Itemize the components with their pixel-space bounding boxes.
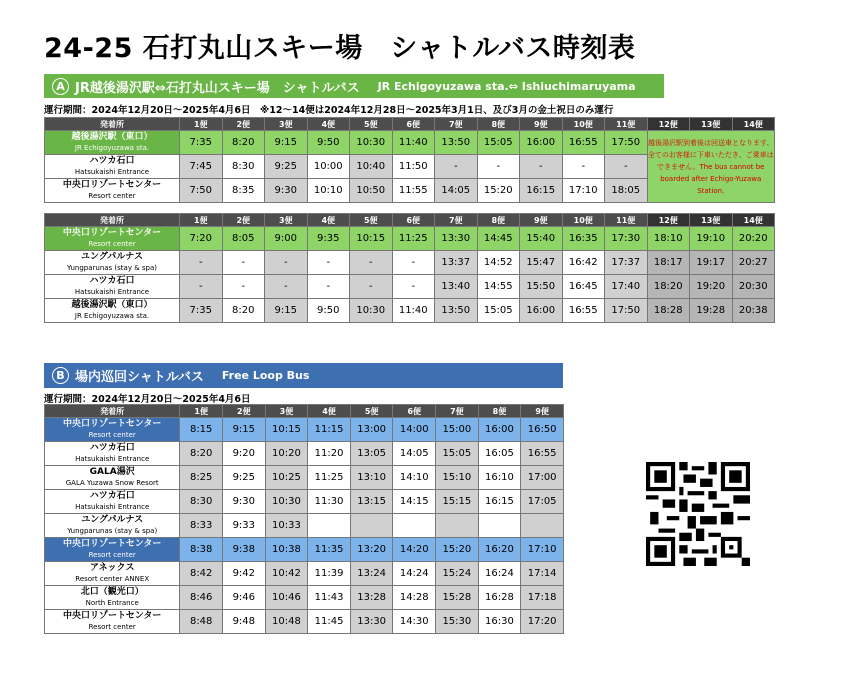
departure-time: 15:20 [436,538,479,562]
column-header-run: 6便 [392,118,435,131]
stop-name-en: Hatsukaishi Entrance [74,167,150,176]
column-header-run: 10便 [562,118,605,131]
departure-time: 16:05 [478,442,521,466]
stop-name-en: Resort center [88,550,136,559]
departure-time: 13:15 [350,490,393,514]
departure-time: 13:00 [350,418,393,442]
departure-time: 15:28 [436,586,479,610]
departure-time: 9:00 [265,227,308,251]
departure-time: 16:55 [562,299,605,323]
column-header-run: 10便 [562,214,605,227]
departure-time: 13:37 [435,251,478,275]
table-row [45,538,564,562]
column-header-stop: 発着所 [45,405,180,418]
table-row [45,586,564,610]
departure-time [308,514,351,538]
stop-name [45,610,180,634]
departure-time: 10:00 [307,155,350,179]
departure-time: 10:15 [265,418,308,442]
departure-time [436,514,479,538]
departure-time: 8:05 [222,227,265,251]
departure-time: 15:40 [520,227,563,251]
departure-time: - [435,155,478,179]
stop-name [45,466,180,490]
column-header-run: 5便 [350,118,393,131]
departure-time: 14:45 [477,227,520,251]
column-header-run: 8便 [478,405,521,418]
column-header-run: 7便 [435,214,478,227]
departure-time: - [350,251,393,275]
departure-time: - [562,155,605,179]
table-row [45,299,775,323]
departure-time: 17:00 [521,466,564,490]
departure-time: 11:15 [308,418,351,442]
departure-time: 15:30 [436,610,479,634]
column-header-run: 7便 [436,405,479,418]
departure-time: 18:20 [647,275,690,299]
stop-name [45,299,180,323]
departure-time: 17:05 [521,490,564,514]
column-header-run: 2便 [222,214,265,227]
departure-time: 15:50 [520,275,563,299]
departure-time: 9:46 [223,586,266,610]
departure-time [393,514,436,538]
stop-name-jp: 中央口リゾートセンター [62,179,162,190]
stop-name-jp: ハツカ石口 [89,490,135,501]
departure-time: 19:28 [690,299,733,323]
departure-time: 15:05 [477,299,520,323]
column-header-run: 8便 [477,118,520,131]
column-header-run: 3便 [265,118,308,131]
departure-time: - [605,155,648,179]
column-header-run: 3便 [265,214,308,227]
stop-name [45,490,180,514]
column-header-run: 7便 [435,118,478,131]
departure-time: 17:50 [605,131,648,155]
departure-time: 10:25 [265,466,308,490]
column-header-run: 6便 [392,214,435,227]
departure-time: 10:15 [350,227,393,251]
departure-time: 11:20 [308,442,351,466]
departure-time: 16:10 [478,466,521,490]
departure-time: 10:30 [265,490,308,514]
stop-name-jp: GALA湯沢 [89,466,135,477]
departure-time: 8:46 [180,586,223,610]
departure-time: 11:40 [392,299,435,323]
table-row [45,131,775,155]
departure-time: 13:24 [350,562,393,586]
departure-time: 8:33 [180,514,223,538]
departure-time: 9:42 [223,562,266,586]
stop-name-en: JR Echigoyuzawa sta. [74,143,150,152]
departure-time: 14:10 [393,466,436,490]
stop-name-en: Resort center [88,430,136,439]
departure-time: 20:38 [732,299,775,323]
departure-time: 8:38 [180,538,223,562]
departure-time: 17:50 [605,299,648,323]
stop-name-en: Hatsukaishi Entrance [74,287,150,296]
departure-time: 9:38 [223,538,266,562]
stop-name-en: Resort center [88,191,136,200]
departure-time: 13:30 [435,227,478,251]
departure-time: 8:25 [180,466,223,490]
departure-time: 11:35 [308,538,351,562]
stop-name [45,251,180,275]
departure-time: 8:20 [222,299,265,323]
departure-time: 15:24 [436,562,479,586]
departure-time: 20:20 [732,227,775,251]
section-a-banner [44,74,664,98]
stop-name [45,514,180,538]
departure-time: 17:37 [605,251,648,275]
departure-time: 8:15 [180,418,223,442]
departure-time: 13:05 [350,442,393,466]
departure-time: 13:30 [350,610,393,634]
column-header-run: 14便 [732,214,775,227]
stop-name [45,179,180,203]
column-header-run: 13便 [690,118,733,131]
departure-time: - [520,155,563,179]
departure-time: 16:50 [521,418,564,442]
departure-time: 10:46 [265,586,308,610]
stop-name [45,418,180,442]
departure-time: 7:35 [180,299,223,323]
column-header-run: 5便 [350,214,393,227]
departure-time: 10:20 [265,442,308,466]
departure-time: 9:30 [265,179,308,203]
departure-time: 9:25 [223,466,266,490]
stop-name [45,538,180,562]
departure-time: 9:30 [223,490,266,514]
departure-time: 11:45 [308,610,351,634]
stop-name-jp: 越後湯沢駅（東口） [71,299,153,310]
departure-time: 13:50 [435,299,478,323]
departure-time: 11:50 [392,155,435,179]
section-b-period: 運行期間：2024年12月20日～2025年4月6日 [44,394,251,405]
departure-time: 16:42 [562,251,605,275]
departure-time: - [392,275,435,299]
departure-time: 19:20 [690,275,733,299]
stop-name-en: Yungparunas (stay & spa) [67,526,158,535]
departure-time: 16:00 [478,418,521,442]
departure-time: 16:35 [562,227,605,251]
section-a-badge: A [52,78,69,95]
departure-time: - [307,251,350,275]
section-b-heading-en: Free Loop Bus [221,369,310,382]
departure-time: 8:48 [180,610,223,634]
departure-time: 11:25 [392,227,435,251]
departure-time: 20:27 [732,251,775,275]
departure-time: 16:30 [478,610,521,634]
stop-name-jp: 中央口リゾートセンター [63,418,162,429]
departure-time: 13:40 [435,275,478,299]
column-header-run: 9便 [521,405,564,418]
section-a-heading: JR越後湯沢駅⇔石打丸山スキー場 シャトルバス [75,80,360,96]
stop-name [45,442,180,466]
departure-time: 16:24 [478,562,521,586]
timetable-a-inbound [44,213,775,323]
departure-time: 13:20 [350,538,393,562]
stop-name-jp: ユングパルナス [81,514,144,525]
section-a-heading-en: JR Echigoyuzawa sta.⇔ Ishiuchimaruyama [377,79,636,93]
departure-time: 14:55 [477,275,520,299]
departure-time: 9:33 [223,514,266,538]
departure-time: 20:30 [732,275,775,299]
departure-time: 18:28 [647,299,690,323]
table-row [45,466,564,490]
departure-time: 16:28 [478,586,521,610]
stop-name-jp: 越後湯沢駅（東口） [71,131,153,142]
departure-time: 17:10 [562,179,605,203]
departure-time: 9:15 [265,131,308,155]
departure-time [521,514,564,538]
stop-name-en: Resort center ANNEX [75,574,150,583]
column-header-stop: 発着所 [45,214,180,227]
departure-time: 10:30 [350,299,393,323]
departure-time: 17:10 [521,538,564,562]
stop-name [45,562,180,586]
departure-time: 8:20 [222,131,265,155]
departure-time: 17:20 [521,610,564,634]
stop-name-jp: 中央口リゾートセンター [62,227,162,238]
departure-time: 7:20 [180,227,223,251]
departure-time: 14:52 [477,251,520,275]
column-header-run: 11便 [605,118,648,131]
column-header-run: 1便 [180,118,223,131]
departure-time: - [392,251,435,275]
departure-time: 19:17 [690,251,733,275]
departure-time: 10:42 [265,562,308,586]
stop-name-jp: 北口（観光口） [80,586,144,597]
departure-time: 9:25 [265,155,308,179]
departure-time: 9:35 [307,227,350,251]
departure-time: 16:00 [520,131,563,155]
departure-time: 14:20 [393,538,436,562]
departure-time: 15:05 [436,442,479,466]
departure-time: 9:15 [265,299,308,323]
departure-time: 15:10 [436,466,479,490]
departure-time: 10:40 [350,155,393,179]
departure-time: 14:30 [393,610,436,634]
stop-name-en: Resort center [88,239,136,248]
stop-name-jp: ハツカ石口 [89,155,135,166]
column-header-run: 2便 [222,118,265,131]
departure-time: 15:15 [436,490,479,514]
section-b-heading: 場内巡回シャトルバス [75,370,204,385]
departure-time: 15:20 [477,179,520,203]
departure-time: 13:28 [350,586,393,610]
column-header-run: 12便 [647,214,690,227]
departure-time: 11:25 [308,466,351,490]
column-header-run: 3便 [265,405,308,418]
stop-name-jp: 中央口リゾートセンター [63,538,162,549]
page-title: 24-25 石打丸山スキー場 シャトルバス時刻表 [44,33,636,64]
qr-code-icon[interactable] [646,462,750,566]
stop-name-jp: ユングパルナス [81,251,143,262]
table-row [45,442,564,466]
column-header-run: 2便 [223,405,266,418]
departure-time: 14:28 [393,586,436,610]
departure-time: 13:50 [435,131,478,155]
departure-time: 7:45 [180,155,223,179]
departure-time: 9:50 [307,299,350,323]
departure-time: 16:20 [478,538,521,562]
column-header-run: 4便 [307,214,350,227]
column-header-run: 9便 [520,214,563,227]
departure-time: 19:10 [690,227,733,251]
departure-time: - [477,155,520,179]
table-row [45,514,564,538]
departure-time: 13:10 [350,466,393,490]
stop-name [45,586,180,610]
departure-time: - [180,275,223,299]
departure-time: 10:30 [350,131,393,155]
departure-time: 9:20 [223,442,266,466]
table-row [45,227,775,251]
departure-time: 9:50 [307,131,350,155]
table-row [45,610,564,634]
departure-time: 8:35 [222,179,265,203]
stop-name-en: Hatsukaishi Entrance [75,454,150,463]
departure-time: 18:17 [647,251,690,275]
departure-time: 14:05 [435,179,478,203]
stop-name-en: Resort center [88,622,136,631]
column-header-stop: 発着所 [45,118,180,131]
stop-name-en: Hatsukaishi Entrance [75,502,150,511]
departure-time: - [265,275,308,299]
stop-name-jp: 中央口リゾートセンター [63,610,162,621]
departure-time: 15:00 [436,418,479,442]
section-b-banner [44,363,563,388]
departure-time: 11:40 [392,131,435,155]
timetable-a-outbound [44,117,775,203]
departure-time: 8:20 [180,442,223,466]
departure-time: - [350,275,393,299]
departure-time: 16:55 [562,131,605,155]
column-header-run: 1便 [180,214,223,227]
departure-time [478,514,521,538]
departure-time: 18:10 [647,227,690,251]
departure-time: 11:43 [308,586,351,610]
departure-time: 8:30 [222,155,265,179]
departure-time: 15:05 [477,131,520,155]
stop-name-en: North Entrance [85,598,139,607]
section-a-period: 運行期間：2024年12月20日～2025年4月6日 ※12～14便は2024年12月28日～2025年3月1日、及び3月の金土祝日のみ運行 [44,105,614,116]
departure-time: 9:48 [223,610,266,634]
departure-time: 16:45 [562,275,605,299]
column-header-run: 4便 [308,405,351,418]
departure-time: 16:55 [521,442,564,466]
stop-name [45,275,180,299]
departure-time: 14:15 [393,490,436,514]
stop-name-jp: ハツカ石口 [89,442,135,453]
departure-time: 10:10 [307,179,350,203]
stop-name-en: Yungparunas (stay & spa) [66,263,157,272]
column-header-run: 8便 [477,214,520,227]
column-header-run: 9便 [520,118,563,131]
column-header-run: 11便 [605,214,648,227]
stop-name [45,131,180,155]
departure-time: - [307,275,350,299]
departure-time: 10:48 [265,610,308,634]
column-header-run: 6便 [393,405,436,418]
departure-time: 7:35 [180,131,223,155]
departure-time: 16:15 [520,179,563,203]
notice-text: 越後湯沢駅到着後は回送車となります、全てのお客様に下車いただき、ご乗車はできません。The bus cannot be boarded after Echigo-Yuzawa Station. [647,131,775,203]
departure-time: 16:00 [520,299,563,323]
departure-time: - [265,251,308,275]
departure-time: 17:14 [521,562,564,586]
departure-time: 17:18 [521,586,564,610]
column-header-run: 13便 [690,214,733,227]
table-row [45,275,775,299]
departure-time: 11:30 [308,490,351,514]
departure-time: - [180,251,223,275]
stop-name [45,227,180,251]
column-header-run: 12便 [647,118,690,131]
table-row [45,418,564,442]
departure-time: 8:30 [180,490,223,514]
stop-name-jp: ハツカ石口 [89,275,135,286]
departure-time: 7:50 [180,179,223,203]
departure-time: 14:00 [393,418,436,442]
stop-name [45,155,180,179]
departure-time: - [222,275,265,299]
departure-time: 11:55 [392,179,435,203]
stop-name-en: JR Echigoyuzawa sta. [74,311,150,320]
departure-time: 16:15 [478,490,521,514]
table-row [45,562,564,586]
departure-time: 18:05 [605,179,648,203]
timetable-b-loop [44,404,564,634]
departure-time: 10:50 [350,179,393,203]
departure-time: 17:40 [605,275,648,299]
departure-time [350,514,393,538]
departure-time: 15:47 [520,251,563,275]
section-b-badge: B [52,367,69,384]
stop-name-en: GALA Yuzawa Snow Resort [65,478,159,487]
departure-time: - [222,251,265,275]
column-header-run: 1便 [180,405,223,418]
departure-time: 17:30 [605,227,648,251]
column-header-run: 14便 [732,118,775,131]
stop-name-jp: アネックス [89,562,135,573]
departure-time: 11:39 [308,562,351,586]
departure-time: 9:15 [223,418,266,442]
table-row [45,490,564,514]
column-header-run: 4便 [307,118,350,131]
departure-time: 14:05 [393,442,436,466]
departure-time: 14:24 [393,562,436,586]
departure-time: 10:38 [265,538,308,562]
column-header-run: 5便 [350,405,393,418]
departure-time: 10:33 [265,514,308,538]
table-row [45,251,775,275]
departure-time: 8:42 [180,562,223,586]
